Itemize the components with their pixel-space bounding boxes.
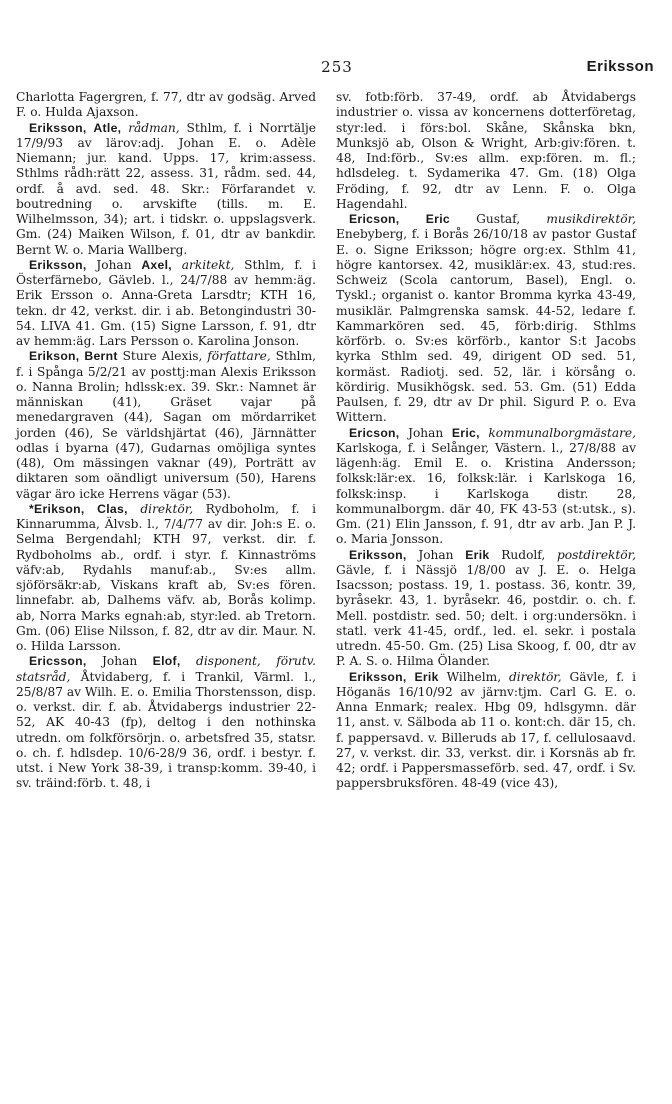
entry-surname: Eriksson, [29, 257, 87, 272]
biography-entry [336, 426, 636, 548]
biography-entry [336, 212, 636, 426]
biography-entry [336, 548, 636, 670]
entry-forename: Johan [406, 547, 466, 562]
entry-surname: Ericsson, [29, 654, 87, 669]
entry-text: Gävle, f. i Nässjö 1/8/00 av J. E. o. Helga Isacsson; postass. 19, 1. postass. 36, kontr. 39, byråsekr. 43, 1. byråsekr. 46, postdir. o. ch. f. Mell. postdistr. sed. 50; delt. i org:undersökn. i statl. verk 41-45, ordf., led. el. sekr. i postala utredn. 45-50. Gm. (25) Lisa Skoog, f. 00, dtr av P. A. S. o. Hilma Ölander. [336, 562, 636, 669]
entry-forename: Johan [86, 654, 153, 669]
entry-forename: Johan [86, 257, 142, 272]
entry-forename: Johan [399, 425, 452, 440]
entry-given-name: Atle, [93, 120, 122, 135]
entry-text: Rydboholm, f. i Kinnarumma, Älvsb. l., 7/4/77 av dir. Joh:s E. o. Selma Bergendahl; KTH 97, verkst. dir. f. Rydboholms ab., ordf. i styr. f. Kinnaströms väfv:ab, Rydahls manuf:ab., Sv:es allm. sjöförsäkr:ab, Viskans kraft ab, Sv:es fören. linnefabr. ab, Dalhems väfv. ab, Borås kolimp. ab, Norra Marks egnah:ab, styr:led. ab Tretorn. Gm. (06) Elise Nilsson, f. 82, dtr av dir. Maur. N. o. Hilda Larsson. [16, 501, 317, 653]
entry-given-name: Eric [425, 212, 450, 226]
entry-text: Gävle, f. i Höganäs 16/10/92 av järnv:tjm. Carl G. E. o. Anna Enmark; realex. Hbg 09, hdlsgymn. där 11, anst. v. Sälboda ab 11 o. kont:ch. där 15, ch. f. pappersavd. v. Billeruds ab 17, f. cellulosaavd. 27, v. verkst. dir. 33, verkst. dir. i Korsnäs ab fr. 42; ordf. i Pappersmasseförb. sed. 47, ordf. i Sv. pappersbruksfören. 48-49 (vice 43), [336, 669, 637, 791]
entry-given-name: Axel, [141, 257, 172, 272]
biography-entry [16, 349, 316, 502]
entry-text: Enebyberg, f. i Borås 26/10/18 av pastor Gustaf E. o. Signe Eriksson; högre org:ex. Sthlm 41, högre kantorsex. 42, musiklär:ex. 43, stud:res. Schweiz (Scola cantorum, Basel), Engl. o. Tyskl.; organist o. kantor Bromma kyrka 43-49, musiklär. Palmgrenska samsk. 44-52, ledare f. Kammarkören sed. 45, förb:dirig. Sthlms körförb. o. Sv:es körförb., kantor S:t Jacobs kyrka Sthlm sed. 49, dirigent OD sed. 51, kormäst. Radiotj. sed. 52, lär. i körsång o. kördirig. Musikhögsk. sed. 53. Gm. (51) Edda Paulsen, f. 29, dtr av Dr phil. Sigurd P. o. Eva Wittern. [336, 227, 636, 425]
entry-occupation: postdirektör, [557, 547, 637, 562]
biography-entry [16, 121, 316, 258]
entry-occupation: direktör, [140, 501, 194, 516]
entry-surname: Eriksson, [349, 547, 407, 562]
entry-forename: Rudolf, [489, 547, 557, 562]
biography-entry [16, 502, 316, 655]
entry-surname: Ericson, [349, 425, 400, 440]
entry-text: Åtvidaberg, f. i Trankil, Värml. l., 25/8/87 av Wilh. E. o. Emilia Thorstensson, disp. o. verkst. dir. f. ab. Åtvidabergs industrier 22-52, AK 40-43 (fp), deltog i den nothinska utredn. om folkförsörjn. o. arbetsfred 35, statsr. o. ch. f. hdlsdep. 10/6-28/9 36, ordf. i bestyr. f. utst. i New York 38-39, i transp:komm. 39-40, i sv. träind:förb. t. 48, i [16, 669, 316, 791]
entry-surname: Erikson, [34, 501, 85, 516]
entry-text: Karlskoga, f. i Selånger, Västern. l., 27/8/88 av lägenh:äg. Emil E. o. Kristina Andersson; folksk:lär:ex. 16, folksk:lär. i Karlskoga 16, folksk:insp. i Karlskoga distr. 28, kommunalborgm. där 40, FK 43-53 (st:utsk., s). Gm. (21) Elin Jansson, f. 91, dtr av arb. Jan P. J. o. Maria Jonsson. [336, 440, 636, 547]
entry-occupation: författare, [207, 349, 271, 364]
entry-given-name: Erik [414, 669, 439, 684]
running-header [20, 58, 654, 84]
left-column [16, 90, 316, 792]
entry-continuation [16, 90, 316, 121]
entry-text: sv. fotb:förb. 37-49, ordf. ab Åtvidabergs industrier o. vissa av koncernens dotterföretag, styr:led. i förs:bol. Skåne, Skånska bkn, Munksjö ab, Olson & Wright, Arb:giv:fören. t. 48, Ind:förb., Sv:es allm. exp:fören. m. fl.; hdlsdeleg. t. Sydamerika 47. Gm. (18) Olga Fröding, f. 92, dtr av Lenn. F. o. Olga Hagendahl. [336, 90, 636, 211]
entry-given-name: Elof, [152, 654, 181, 669]
entry-occupation: disponent, förutv. statsråd, [16, 654, 316, 684]
entry-occupation: rådman, [128, 120, 180, 135]
entry-occupation: kommunalborgmästare, [488, 425, 637, 440]
page-number: 253 [321, 58, 353, 76]
entry-text: Charlotta Fagergren, f. 77, dtr av godsäg. Arved F. o. Hulda Ajaxson. [16, 90, 316, 120]
entry-occupation: direktör, [508, 669, 562, 684]
biography-entry [336, 670, 636, 792]
right-column [336, 90, 636, 792]
entry-occupation: arkitekt, [181, 257, 235, 272]
entry-surname: Erikson, [29, 349, 80, 364]
entry-marker: * [29, 501, 35, 516]
entry-surname: Eriksson, [29, 120, 87, 135]
entry-surname: Eriksson, [349, 669, 407, 684]
entry-forename: Wilhelm, [438, 669, 509, 684]
entry-forename: Sture Alexis, [117, 349, 208, 364]
biography-entry [16, 654, 316, 791]
entry-text: Sthlm, f. i Norrtälje 17/9/93 av lärov:adj. Johan E. o. Adèle Niemann; jur. kand. Upps. 17, krim:assess. Sthlms rådh:rätt 22, assess. 31, rådm. sed. 44, ordf. å avd. sed. 48. Skr.: Förfarandet v. boutredning o. arvskifte (tills. m. E. Wilhelmsson, 34); art. i tidskr. o. uppslagsverk. Gm. (24) Maiken Wilson, f. 01, dtr av bankdir. Bernt W. o. Maria Wallberg. [16, 120, 316, 257]
entry-given-name: Eric, [451, 425, 480, 440]
entry-continuation [336, 90, 636, 212]
entry-text: Sthlm, f. i Spånga 5/2/21 av posttj:man Alexis Eriksson o. Nanna Brolin; hdlssk:ex. 39. Skr.: Namnet är människan (41), Gräset vajar på menedargraven (44), Sagan om mördarriket jorden (46), Se världshjärtat (46), Järnnätter odlas i byarna (47), Gudarnas omöjliga syntes (48), Om mässingen vaknar (49), Porträtt av diktaren som oändligt universum (50), Harens vägar äro icke Herrens vägar (53). [16, 349, 316, 501]
entry-text: Sthlm, f. i Österfärnebo, Gävleb. l., 24/7/88 av hemm:äg. Erik Ersson o. Anna-Greta Larsdtr; KTH 16, tekn. dr 42, verkst. dir. i ab. Betongindustri 30-54. LIVA 41. Gm. (15) Signe Larsson, f. 91, dtr av hemm:äg. Lars Persson o. Karolina Jonson. [16, 257, 317, 348]
entry-surname: Ericson, [349, 212, 400, 226]
biography-entry [16, 258, 316, 350]
entry-forename: Gustaf, [449, 212, 547, 226]
entry-given-name: Bernt [84, 349, 118, 364]
entry-occupation: musikdirektör, [546, 212, 637, 226]
entry-given-name: Erik [465, 547, 490, 562]
entry-given-name: Clas, [97, 501, 128, 516]
running-head-name: Eriksson [586, 58, 654, 75]
